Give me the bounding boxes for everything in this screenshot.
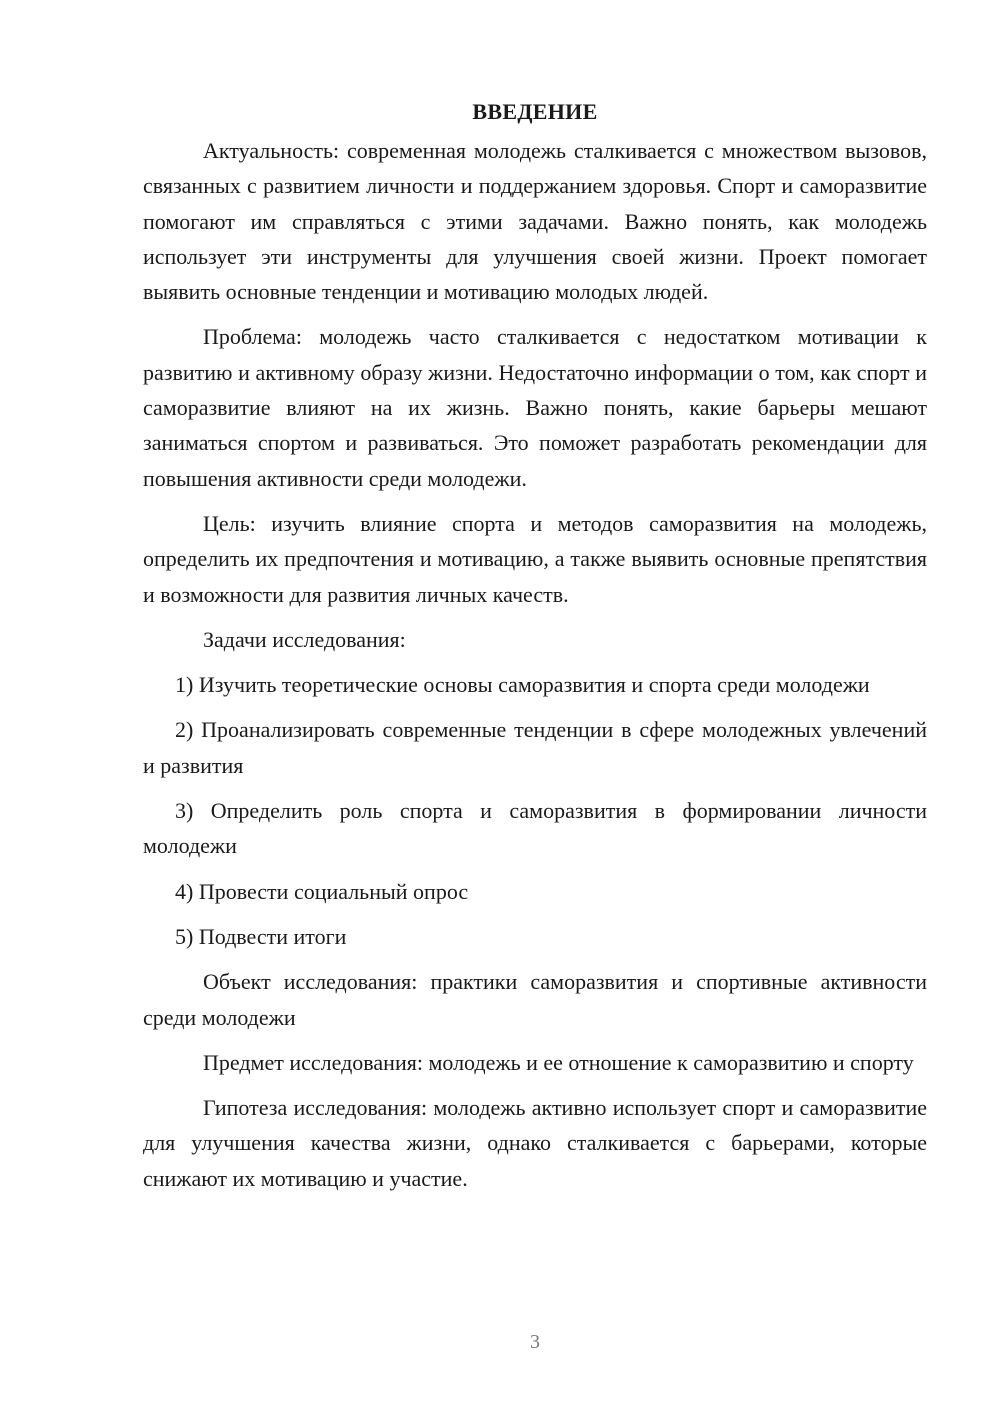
task-item: 2) Проанализировать современные тенденции в сфере молодежных увлечений и развития	[143, 717, 927, 778]
task-item: 5) Подвести итоги	[175, 923, 347, 949]
paragraph-goal: Цель: изучить влияние спорта и методов саморазвития на молодежь, определить их предпочтения и мотивацию, а также выявить основные препятствия и возможности для развития личных качеств.	[143, 510, 927, 607]
section-heading: ВВЕДЕНИЕ	[472, 99, 598, 124]
task-item: 1) Изучить теоретические основы саморазвития и спорта среди молодежи	[175, 672, 870, 698]
page-number: 3	[530, 1331, 540, 1353]
document-page	[143, 92, 927, 1206]
paragraph-subject: Предмет исследования: молодежь и ее отношение к саморазвитию и спорту	[203, 1049, 914, 1075]
paragraph-problem: Проблема: молодежь часто сталкивается с недостатком мотивации к развитию и активному образу жизни. Недостаточно информации о том, как спорт и саморазвитие влияют на их жизнь. Важно понять, какие барьеры мешают заниматься спортом и развиваться. Это поможет разработать рекомендации для повышения активности среди молодежи.	[143, 324, 927, 491]
paragraph-hypothesis: Гипотеза исследования: молодежь активно использует спорт и саморазвитие для улучшения качества жизни, однако сталкивается с барьерами, которые снижают их мотивацию и участие.	[143, 1095, 927, 1191]
paragraph-object: Объект исследования: практики саморазвития и спортивные активности среди молодежи	[143, 969, 927, 1030]
task-item: 4) Провести социальный опрос	[175, 878, 469, 904]
task-item: 3) Определить роль спорта и саморазвития в формировании личности молодежи	[143, 798, 927, 859]
paragraph-tasks-intro: Задачи исследования:	[203, 626, 406, 652]
paragraph-relevance: Актуальность: современная молодежь сталкивается с множеством вызовов, связанных с развитием личности и поддержанием здоровья. Спорт и саморазвитие помогают им справляться с этими задачами. Важно понять, как молодежь использует эти инструменты для улучшения своей жизни. Проект помогает выявить основные тенденции и мотивацию молодых людей.	[143, 138, 927, 305]
task-list	[143, 667, 927, 954]
